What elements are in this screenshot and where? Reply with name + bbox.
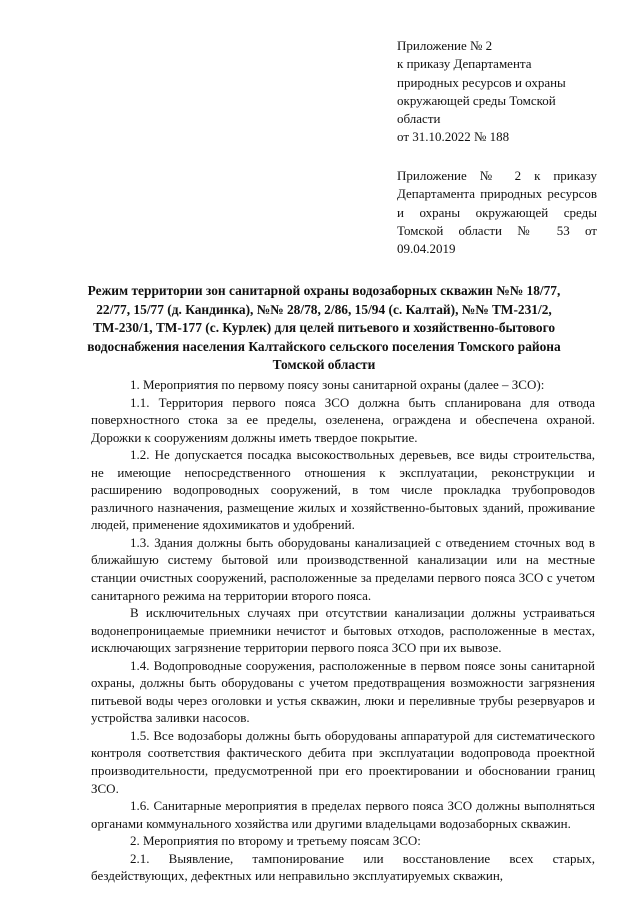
paragraph: 1.5. Все водозаборы должны быть оборудованы аппаратурой для систематического контроля соответствия фактического дебита при эксплуатации водопровода проектной производительности, предусмотренной при его проектировании и обосновании границ ЗСО. xyxy=(91,727,595,796)
appendix-line: окружающей среды Томской xyxy=(397,92,556,108)
paragraph: В исключительных случаях при отсутствии канализации должны устраиваться водонепроницаемые приемники нечистот и бытовых отходов, расположенные в местах, исключающих загрязнение территории первого пояса ЗСО при их вывозе. xyxy=(91,605,595,656)
appendix-line: от 31.10.2022 № 188 xyxy=(397,129,510,145)
appendix-current-block xyxy=(397,37,597,147)
paragraph: 1.4. Водопроводные сооружения, расположенные в первом поясе зоны санитарной охраны, должны быть оборудованы с учетом предотвращения возможности загрязнения питьевой воды через оголовки и устья скважин, люки и переливные трубы резервуаров и устройства заливки насосов. xyxy=(91,657,595,726)
paragraph: 1. Мероприятия по первому поясу зоны санитарной охраны (далее – ЗСО): xyxy=(130,377,545,392)
paragraph: 1.6. Санитарные мероприятия в пределах первого пояса ЗСО должны выполняться органами коммунального хозяйства или другими владельцами водозаборных скважин. xyxy=(91,798,595,831)
appendix-line: области xyxy=(397,111,441,127)
appendix-previous-block: Приложение № 2 к приказу Департамента природных ресурсов и охраны окружающей среды Томской области № 53 от 09.04.2019 xyxy=(397,168,597,257)
paragraph: 1.1. Территория первого пояса ЗСО должна быть спланирована для отвода поверхностного стока за ее пределы, озеленена, ограждена и обеспечена охраной. Дорожки к сооружениям должны иметь твердое покрытие. xyxy=(91,394,595,445)
document-title: Режим территории зон санитарной охраны водозаборных скважин №№ 18/77, 22/77, 15/77 (д. Кандинка), №№ 28/78, 2/86, 15/94 (с. Калтай), №№ ТМ-231/2, ТМ-230/1, ТМ-177 (с. Курлек) для целей питьевого и хозяйственно-бытового водоснабжения населения Калтайского сельского поселения Томского района Томской области xyxy=(87,283,561,372)
paragraph: 2.1. Выявление, тампонирование или восстановление всех старых, бездействующих, дефектных или неправильно эксплуатируемых скважин, xyxy=(91,850,595,884)
document-body xyxy=(91,376,595,885)
paragraph: 1.3. Здания должны быть оборудованы канализацией с отведением сточных вод в ближайшую систему бытовой или производственной канализации или на местные станции очистных сооружений, расположенные за пределами первого пояса ЗСО с учетом санитарного режима на территории второго пояса. xyxy=(91,534,595,603)
appendix-line: к приказу Департамента xyxy=(397,56,532,72)
appendix-line: Приложение № 2 xyxy=(397,38,493,53)
paragraph: 1.2. Не допускается посадка высокоствольных деревьев, все виды строительства, не имеющие непосредственного отношения к эксплуатации, реконструкции и расширению водопроводных сооружений, в том числе прокладка трубопроводов различного назначения, размещение жилых и хозяйственно-бытовых зданий, проживание людей, применение ядохимикатов и удобрений. xyxy=(91,447,595,533)
appendix-line: природных ресурсов и охраны xyxy=(397,74,566,90)
paragraph: 2. Мероприятия по второму и третьему поясам ЗСО: xyxy=(130,833,421,849)
